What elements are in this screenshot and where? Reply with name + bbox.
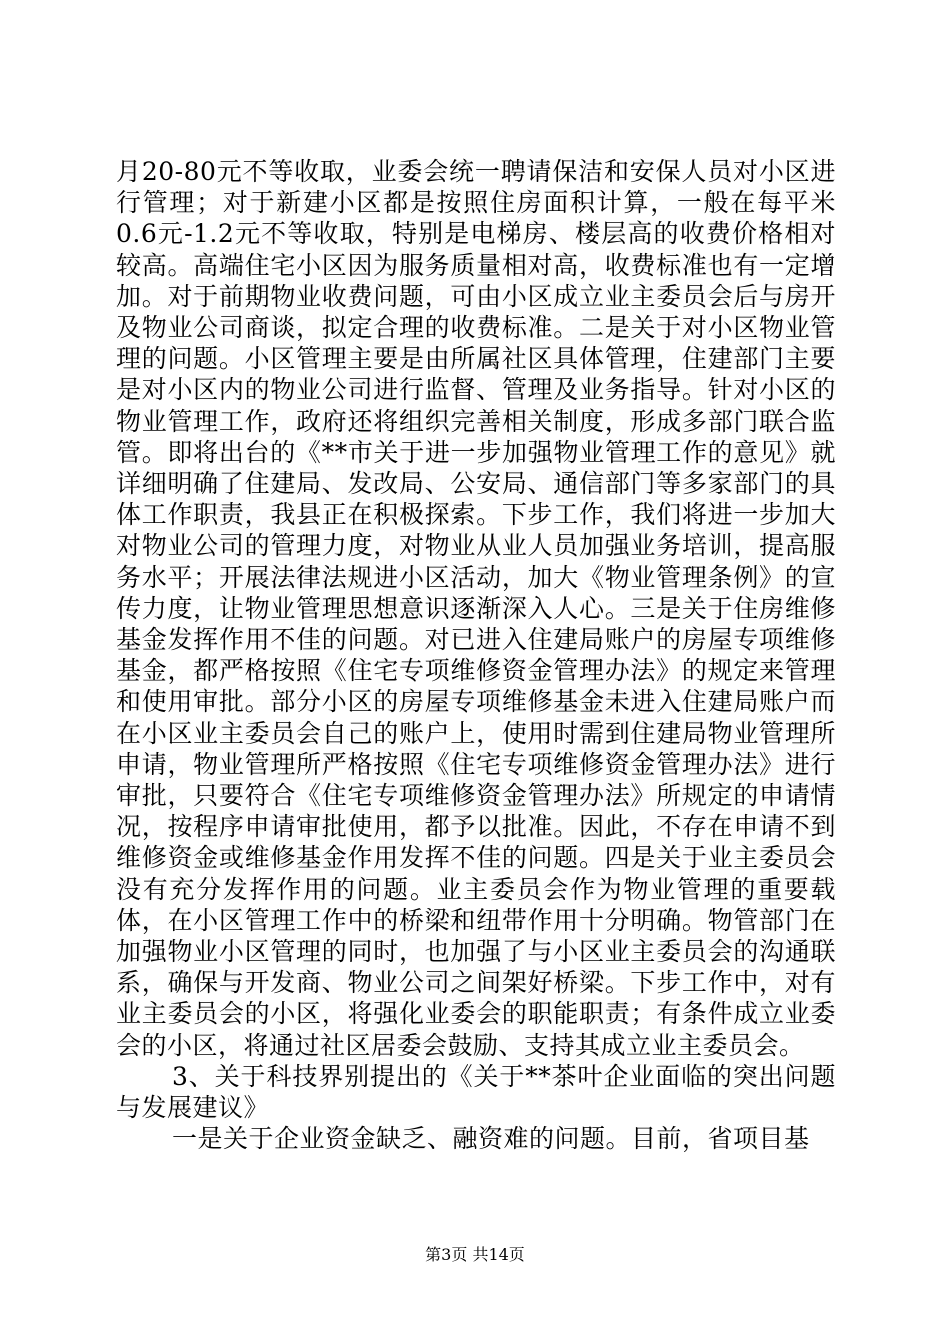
document-body [116, 156, 836, 1155]
paragraph-property-management: 月20-80元不等收取，业委会统一聘请保洁和安保人员对小区进行管理；对于新建小区都是按照住房面积计算，一般在每平米0.6元-1.2元不等收取，特别是电梯房、楼层高的收费价格相对较高。高端住宅小区因为服务质量相对高，收费标准也有一定增加。对于前期物业收费问题，可由小区成立业主委员会后与房开及物业公司商谈，拟定合理的收费标准。二是关于对小区物业管理的问题。小区管理主要是由所属社区具体管理，住建部门主要是对小区内的物业公司进行监督、管理及业务指导。针对小区的物业管理工作，政府还将组织完善相关制度，形成多部门联合监管。即将出台的《**市关于进一步加强物业管理工作的意见》就详细明确了住建局、发改局、公安局、通信部门等多家部门的具体工作职责，我县正在积极探索。下步工作，我们将进一步加大对物业公司的管理力度，对物业从业人员加强业务培训，提高服务水平；开展法律法规进小区活动，加大《物业管理条例》的宣传力度，让物业管理思想意识逐渐深入人心。三是关于住房维修基金发挥作用不佳的问题。对已进入住建局账户的房屋专项维修基金，都严格按照《住宅专项维修资金管理办法》的规定来管理和使用审批。部分小区的房屋专项维修基金未进入住建局账户而在小区业主委员会自己的账户上，使用时需到住建局物业管理所申请，物业管理所严格按照《住宅专项维修资金管理办法》进行审批，只要符合《住宅专项维修资金管理办法》所规定的申请情况，按程序申请审批使用，都予以批准。因此，不存在申请不到维修资金或维修基金作用发挥不佳的问题。四是关于业主委员会没有充分发挥作用的问题。业主委员会作为物业管理的重要载体，在小区管理工作中的桥梁和纽带作用十分明确。物管部门在加强物业小区管理的同时，也加强了与小区业主委员会的沟通联系，确保与开发商、物业公司之间架好桥梁。下步工作中，对有业主委员会的小区，将强化业委会的职能职责；有条件成立业委会的小区，将通过社区居委会鼓励、支持其成立业主委员会。 [116, 157, 836, 1060]
page-number-footer: 第3页 共14页 [425, 1245, 525, 1264]
section-heading-tea-enterprises: 3、关于科技界别提出的《关于**茶叶企业面临的突出问题与发展建议》 [116, 1061, 836, 1123]
paragraph-funding-issues: 一是关于企业资金缺乏、融资难的问题。目前，省项目基 [172, 1124, 810, 1154]
